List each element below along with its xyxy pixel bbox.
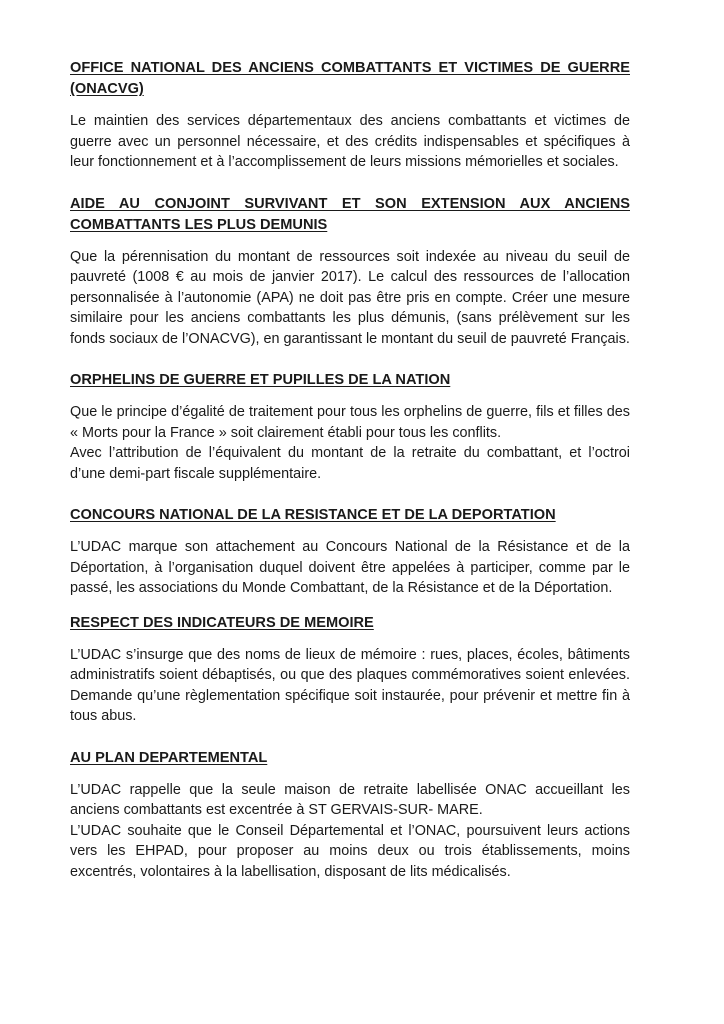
- section-heading: CONCOURS NATIONAL DE LA RESISTANCE ET DE LA DEPORTATION: [70, 507, 556, 523]
- section-paragraph: L’UDAC souhaite que le Conseil Départemental et l’ONAC, poursuivent leurs actions vers les EHPAD, pour proposer au moins deux ou trois établissements, moins excentrés, volontaires à la labellisation, disposant de lits médicalisés.: [70, 822, 630, 880]
- section-plan-departemental: [70, 748, 630, 883]
- section-paragraph: Que le principe d’égalité de traitement pour tous les orphelins de guerre, fils et filles des « Morts pour la France » soit clairement établi pour tous les conflits.: [70, 404, 630, 441]
- section-heading: OFFICE NATIONAL DES ANCIENS COMBATTANTS ET VICTIMES DE GUERRE (ONACVG): [70, 60, 630, 97]
- section-heading-line-2: COMBATTANTS LES PLUS DEMUNIS: [70, 216, 328, 233]
- section-aide-conjoint: [70, 194, 630, 350]
- section-paragraph: L’UDAC s’insurge que des noms de lieux de mémoire : rues, places, écoles, bâtiments administratifs soient débaptisés, ou que des plaques commémoratives soient enlevées. Demande qu’une règlementation spécifique soit instaurée, pour prévenir et mettre fin à tous abus.: [70, 646, 630, 724]
- section-paragraph: L’UDAC rappelle que la seule maison de retraite labellisée ONAC accueillant les anciens combattants est excentrée à ST GERVAIS-SUR- MARE.: [70, 781, 630, 818]
- section-concours: [70, 505, 630, 599]
- section-heading: [70, 194, 630, 215]
- section-heading: RESPECT DES INDICATEURS DE MEMOIRE: [70, 614, 374, 631]
- section-orphelins: [70, 370, 630, 484]
- section-onacvg: [70, 58, 630, 173]
- section-paragraph: L’UDAC marque son attachement au Concours National de la Résistance et de la Déportation, à l’organisation duquel doivent être appelées à participer, comme par le passé, les associations du Monde Combattant, de la Résistance et de la Déportation.: [70, 539, 630, 596]
- section-heading: ORPHELINS DE GUERRE ET PUPILLES DE LA NATION: [70, 372, 451, 388]
- section-respect-memoire: [70, 613, 630, 727]
- section-paragraph: Avec l’attribution de l’équivalent du montant de la retraite du combattant, et l’octroi d’une demi-part fiscale supplémentaire.: [70, 445, 630, 482]
- section-paragraph: Le maintien des services départementaux des anciens combattants et victimes de guerre avec un personnel nécessaire, et des crédits indispensables et spécifiques à leur fonctionnement et à l’accomplissement de leurs missions mémorielles et sociales.: [70, 113, 630, 170]
- document-page: [70, 58, 630, 882]
- section-heading-continued: [70, 215, 630, 236]
- section-paragraph: Que la pérennisation du montant de ressources soit indexée au niveau du seuil de pauvreté (1008 € au mois de janvier 2017). Le calcul des ressources de l’allocation personnalisée à l’autonomie (APA) ne doit pas être pris en compte. Créer une mesure similaire pour les anciens combattants les plus démunis, (sans prélèvement sur les fonds sociaux de l’ONACVG), en garantissant le montant du seuil de pauvreté Français.: [70, 248, 630, 347]
- section-heading-line-1: AIDE AU CONJOINT SURVIVANT ET SON EXTENSION AUX ANCIENS: [70, 195, 630, 212]
- section-heading: AU PLAN DEPARTEMENTAL: [70, 749, 268, 766]
